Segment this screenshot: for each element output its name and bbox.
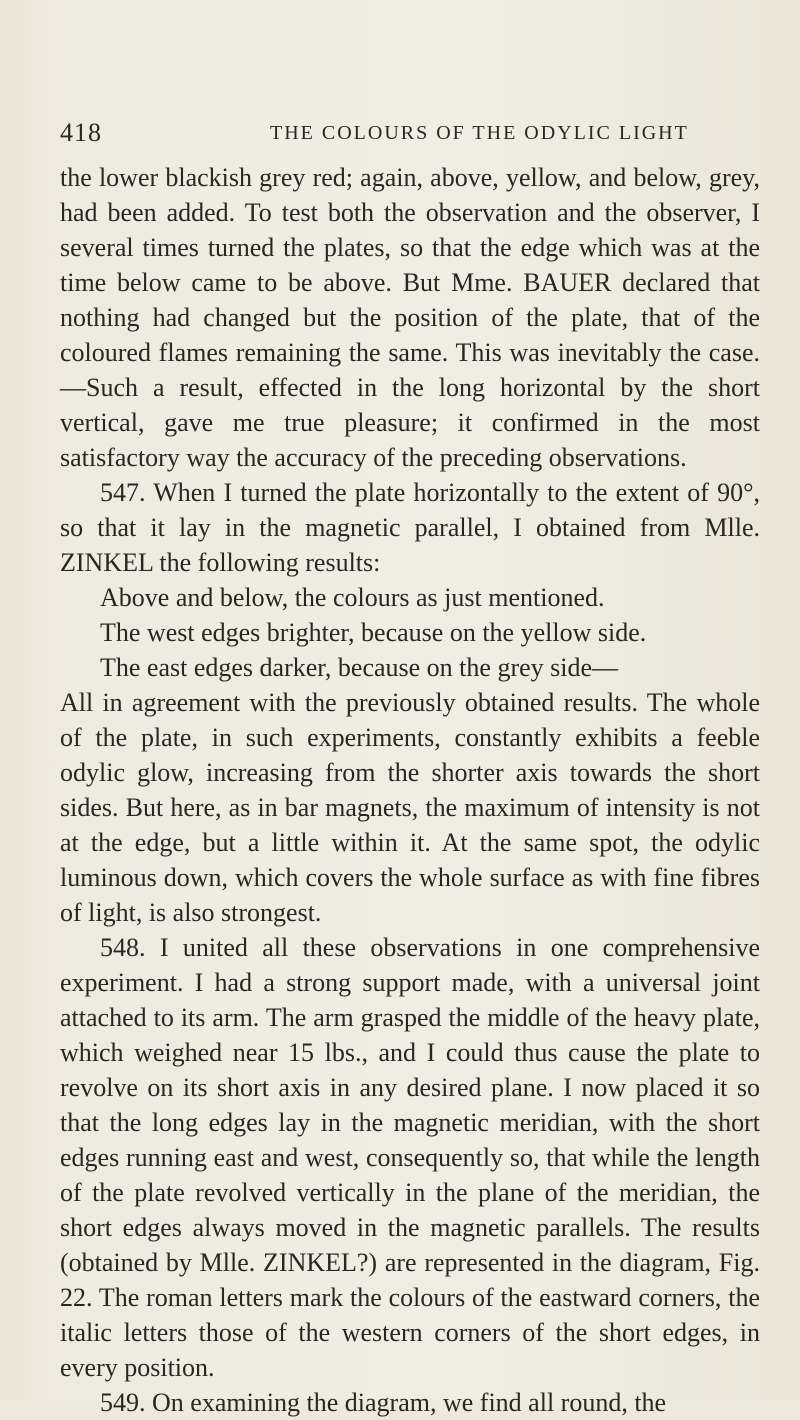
result-line: Above and below, the colours as just mentioned. (100, 583, 605, 612)
body-text (60, 160, 760, 1420)
paragraph-547: 547. When I turned the plate horizontally to the extent of 90°, so that it lay in the magnetic parallel, I obtained from Mlle. ZINKEL the following results: (60, 478, 760, 577)
result-line: The east edges darker, because on the grey side— (100, 653, 619, 682)
paragraph-549: 549. On examining the diagram, we find all round, the (100, 1388, 667, 1417)
paragraph: All in agreement with the previously obtained results. The whole of the plate, in such experiments, constantly exhibits a feeble odylic glow, increasing from the shorter axis towards the short sides. But here, as in bar magnets, the maximum of intensity is not at the edge, but a little within it. At the same spot, the odylic luminous down, which covers the whole surface as with fine fibres of light, is also strongest. (60, 688, 760, 927)
paragraph: the lower blackish grey red; again, above, yellow, and below, grey, had been added. To test both the observation and the observer, I several times turned the plates, so that the edge which was at the time below came to be above. But Mme. BAUER declared that nothing had changed but the position of the plate, that of the coloured flames remaining the same. This was inevitably the case.—Such a result, effected in the long horizontal by the short vertical, gave me true pleasure; it confirmed in the most satisfactory way the accuracy of the preceding observations. (60, 163, 760, 472)
page-number: 418 (60, 118, 102, 147)
page-header (60, 118, 760, 148)
paragraph-548: 548. I united all these observations in one comprehensive experiment. I had a strong support made, with a universal joint attached to its arm. The arm grasped the middle of the heavy plate, which weighed near 15 lbs., and I could thus cause the plate to revolve on its short axis in any desired plane. I now placed it so that the long edges lay in the magnetic meridian, with the short edges running east and west, consequently so, that while the length of the plate revolved vertically in the plane of the meridian, the short edges always moved in the magnetic parallels. The results (obtained by Mlle. ZINKEL?) are represented in the diagram, Fig. 22. The roman letters mark the colours of the eastward corners, the italic letters those of the western corners of the short edges, in every position. (60, 933, 760, 1382)
result-line: The west edges brighter, because on the yellow side. (100, 618, 647, 647)
running-head: THE COLOURS OF THE ODYLIC LIGHT (270, 122, 689, 144)
